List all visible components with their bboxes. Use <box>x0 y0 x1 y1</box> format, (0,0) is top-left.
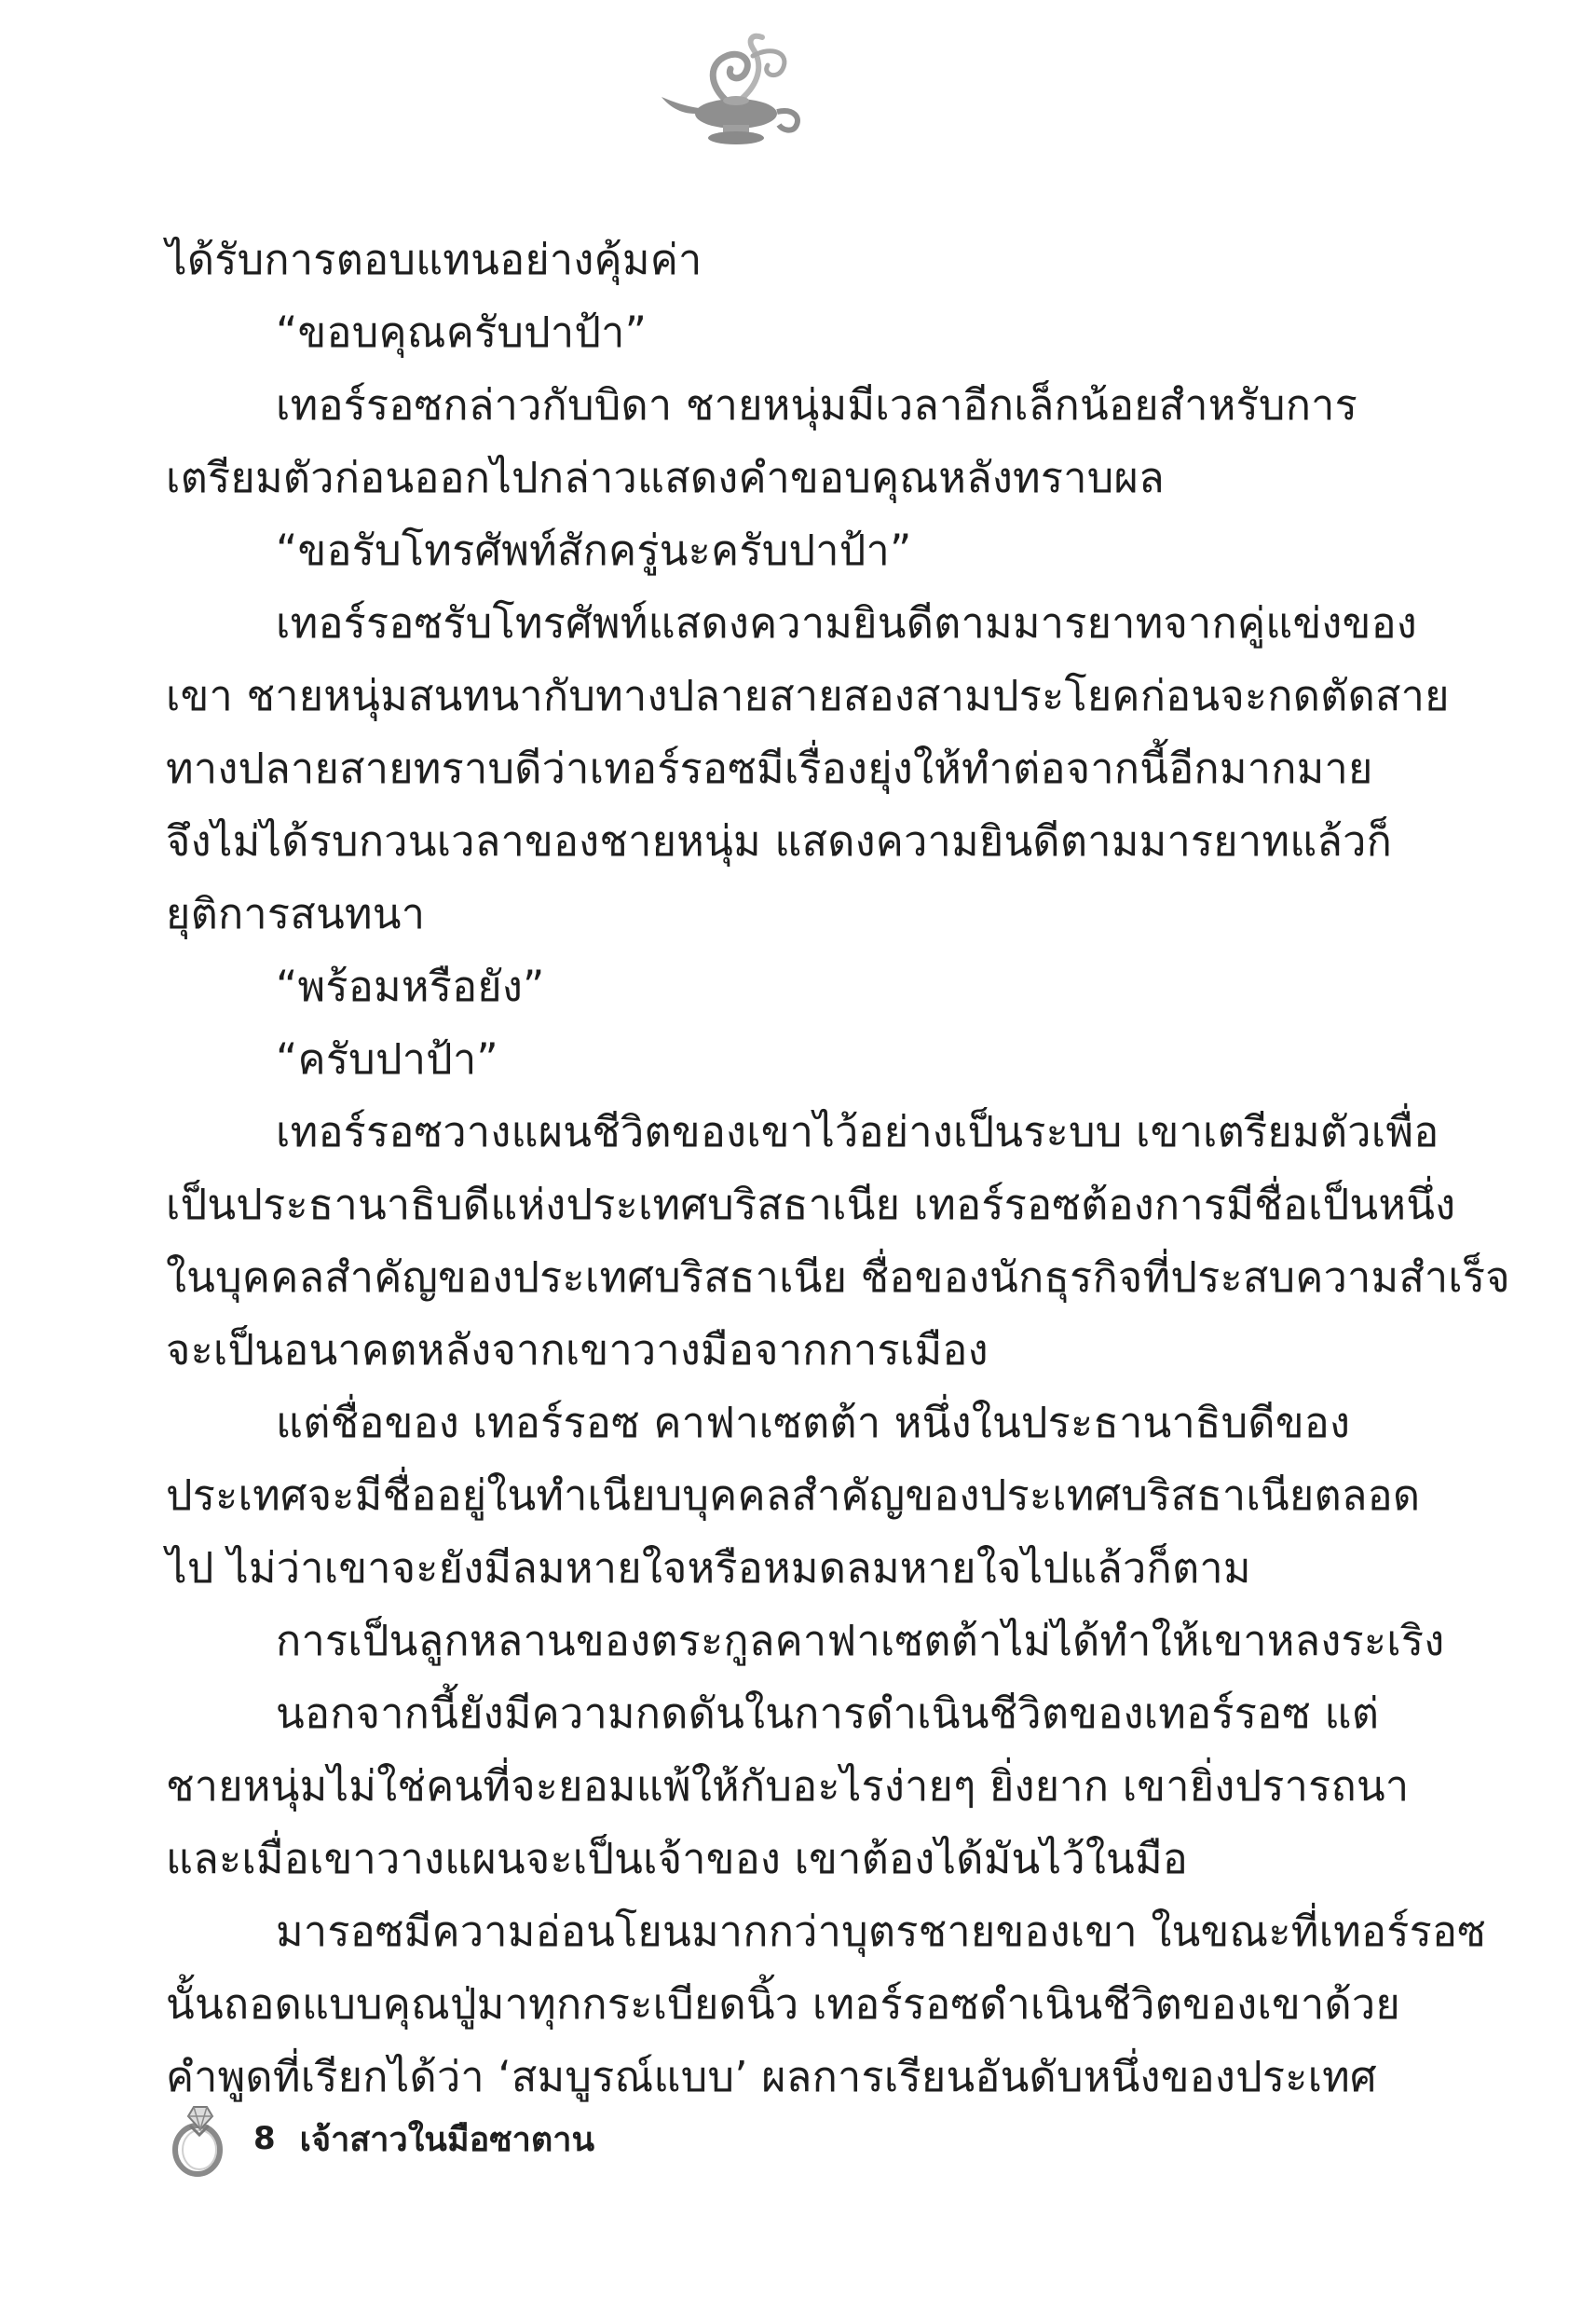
text-line: นั้นถอดแบบคุณปู่มาทุกกระเบียดนิ้ว เทอร์รอซดำเนินชีวิตของเขาด้วย <box>166 1979 1400 2029</box>
text-line: เทอร์รอซรับโทรศัพท์แสดงความยินดีตามมารยาทจากคู่แข่งของ <box>276 598 1417 648</box>
text-line: “ขอรับโทรศัพท์สักครู่นะครับปาป้า” <box>276 526 912 575</box>
text-line: ไป ไม่ว่าเขาจะยังมีลมหายใจหรือหมดลมหายใจไปแล้วก็ตาม <box>166 1543 1251 1593</box>
text-line: คำพูดที่เรียกได้ว่า ‘สมบูรณ์แบบ’ ผลการเรียนอันดับหนึ่งของประเทศ <box>166 2052 1377 2101</box>
text-line: ได้รับการตอบแทนอย่างคุ้มค่า <box>166 235 703 284</box>
text-line: ประเทศจะมีชื่ออยู่ในทำเนียบบุคคลสำคัญของประเทศบริสธาเนียตลอด <box>166 1470 1421 1520</box>
text-line: เตรียมตัวก่อนออกไปกล่าวแสดงคำขอบคุณหลังทราบผล <box>166 453 1165 502</box>
text-line: ในบุคคลสำคัญของประเทศบริสธาเนีย ชื่อของนักธุรกิจที่ประสบความสำเร็จ <box>166 1252 1510 1302</box>
text-line: เป็นประธานาธิบดีแห่งประเทศบริสธาเนีย เทอร์รอซต้องการมีชื่อเป็นหนึ่ง <box>166 1180 1456 1229</box>
text-line: แต่ชื่อของ เทอร์รอซ คาฟาเซตต้า หนึ่งในประธานาธิบดีของ <box>276 1398 1351 1447</box>
text-line: เทอร์รอซวางแผนชีวิตของเขาไว้อย่างเป็นระบบ เขาเตรียมตัวเพื่อ <box>276 1107 1439 1156</box>
text-line: ยุติการสนทนา <box>166 889 426 938</box>
genie-lamp-icon <box>643 28 829 158</box>
text-line: “พร้อมหรือยัง” <box>276 962 545 1011</box>
page-number: 8 <box>253 2120 276 2157</box>
text-line: ชายหนุ่มไม่ใช่คนที่จะยอมแพ้ให้กับอะไรง่ายๆ ยิ่งยาก เขายิ่งปรารถนา <box>166 1761 1410 1811</box>
text-line: การเป็นลูกหลานของตระกูลคาฟาเซตต้าไม่ได้ทำให้เขาหลงระเริง <box>276 1616 1445 1665</box>
text-line: ทางปลายสายทราบดีว่าเทอร์รอซมีเรื่องยุ่งให้ทำต่อจากนี้อีกมากมาย <box>166 744 1373 793</box>
text-line: และเมื่อเขาวางแผนจะเป็นเจ้าของ เขาต้องได้มันไว้ในมือ <box>166 1834 1189 1883</box>
text-line: เทอร์รอซกล่าวกับบิดา ชายหนุ่มมีเวลาอีกเล็กน้อยสำหรับการ <box>276 380 1357 430</box>
book-title: เจ้าสาวในมือซาตาน <box>299 2120 595 2159</box>
page-footer <box>166 2101 594 2176</box>
diamond-ring-icon <box>166 2098 233 2180</box>
text-line: จึงไม่ได้รบกวนเวลาของชายหนุ่ม แสดงความยินดีตามมารยาทแล้วก็ <box>166 816 1393 866</box>
body-text <box>166 224 1510 2113</box>
text-line: นอกจากนี้ยังมีความกดดันในการดำเนินชีวิตของเทอร์รอซ แต่ <box>276 1689 1380 1738</box>
text-line: “ครับปาป้า” <box>276 1034 498 1084</box>
text-line: จะเป็นอนาคตหลังจากเขาวางมือจากการเมือง <box>166 1325 989 1374</box>
text-line: “ขอบคุณครับปาป้า” <box>276 308 648 357</box>
text-line: เขา ชายหนุ่มสนทนากับทางปลายสายสองสามประโยคก่อนจะกดตัดสาย <box>166 671 1450 720</box>
text-line: มารอซมีความอ่อนโยนมากกว่าบุตรชายของเขา ในขณะที่เทอร์รอซ <box>276 1907 1486 1956</box>
